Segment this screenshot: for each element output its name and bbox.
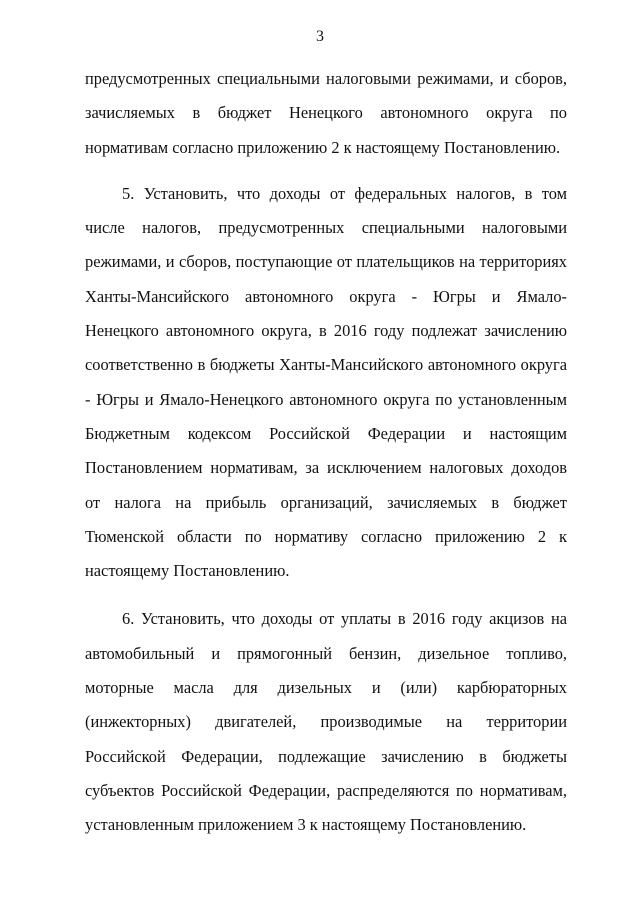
paragraph-continuation: предусмотренных специальными налоговыми режимами, и сборов, зачисляемых в бюджет Ненецкого автономного округа по нормативам согласно приложению 2 к настоящему Постановлению. bbox=[85, 69, 567, 157]
paragraph-5: 5. Установить, что доходы от федеральных налогов, в том числе налогов, предусмотренных специальными налоговыми режимами, и сборов, поступающие от плательщиков на территориях Ханты-Мансийского автономного округа - Югры и Ямало-Ненецкого автономного округа, в 2016 году подлежат зачислению соответственно в бюджеты Ханты-Мансийского автономного округа - Югры и Ямало-Ненецкого автономного округа по установленным Бюджетным кодексом Российской Федерации и настоящим Постановлением нормативам, за исключением налоговых доходов от налога на прибыль организаций, зачисляемых в бюджет Тюменской области по нормативу согласно приложению 2 к настоящему Постановлению. bbox=[85, 183, 567, 581]
document-body bbox=[85, 62, 567, 843]
page-number: 3 bbox=[316, 28, 324, 45]
paragraph-6: 6. Установить, что доходы от уплаты в 2016 году акцизов на автомобильный и прямогонный бензин, дизельное топливо, моторные масла для дизельных и (или) карбюраторных (инжекторных) двигателей, производимые на территории Российской Федерации, подлежащие зачислению в бюджеты субъектов Российской Федерации, распределяются по нормативам, установленным приложением 3 к настоящему Постановлению. bbox=[85, 609, 567, 835]
